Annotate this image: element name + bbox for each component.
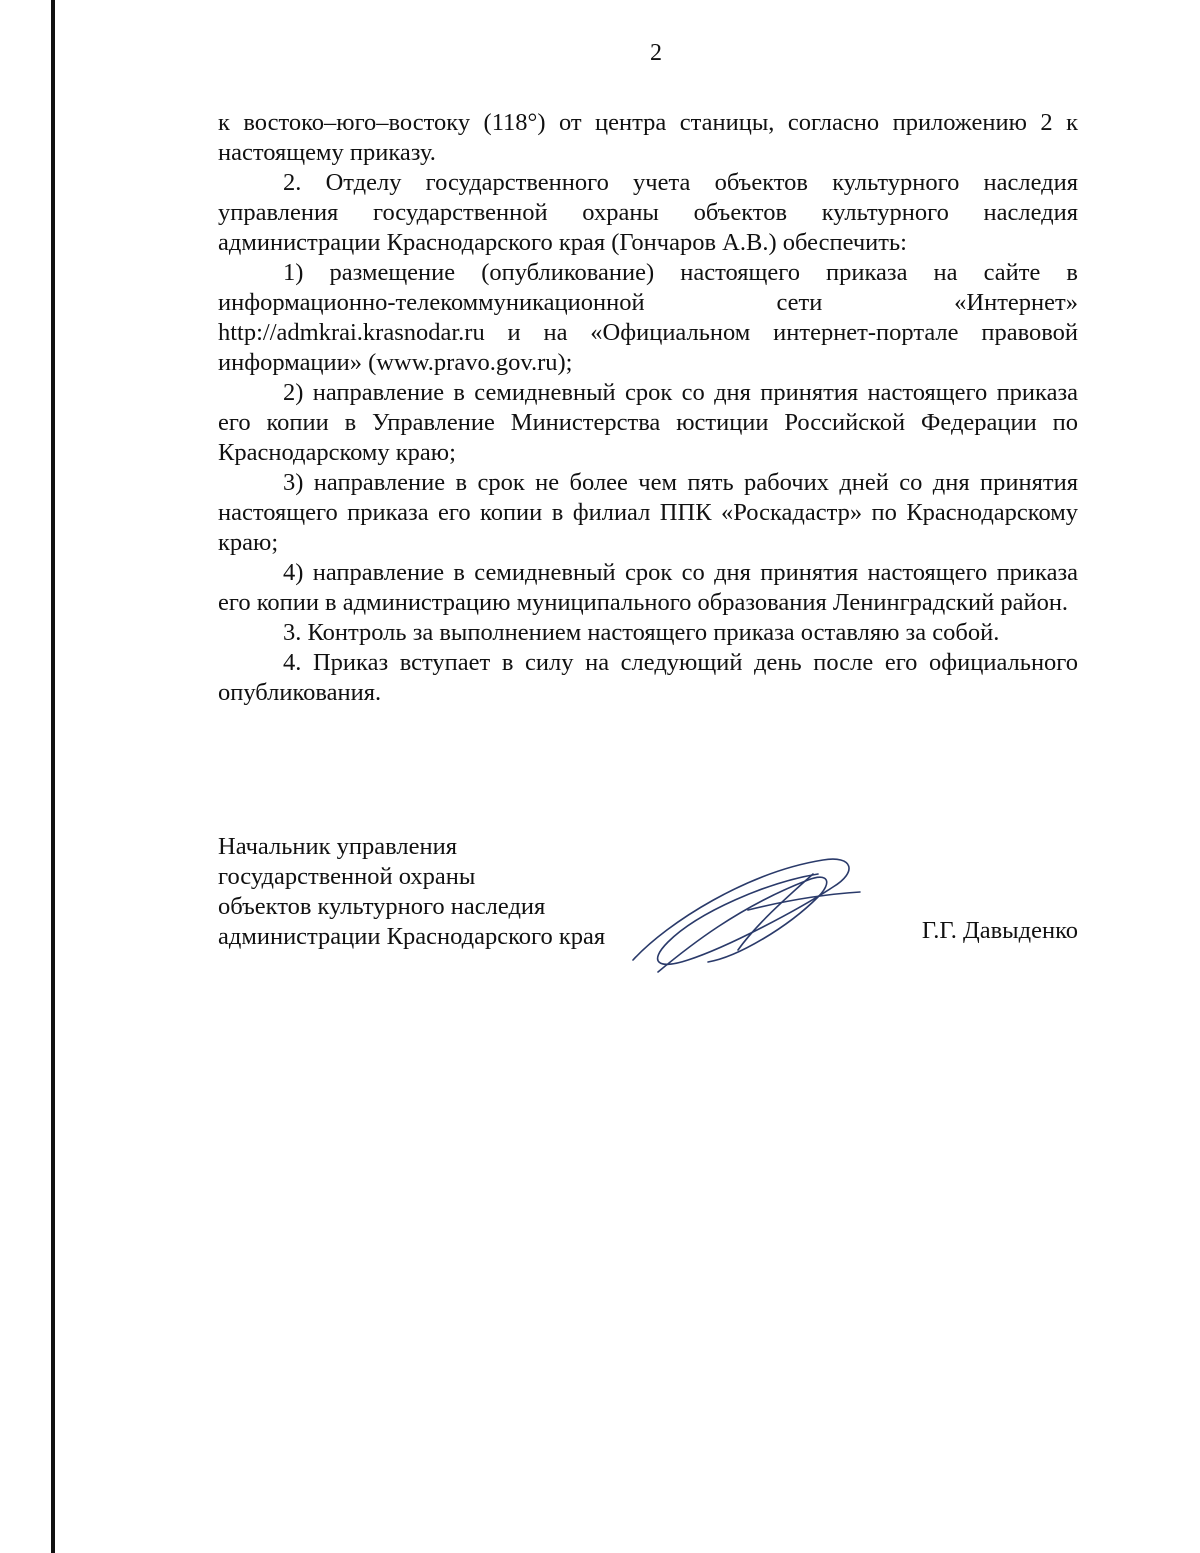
paragraph-item-2: 2. Отделу государственного учета объектов культурного наследия управления государственной охраны объектов культурного наследия администрации Краснодарского края (Гончаров А.В.) обеспечить: xyxy=(218,169,1078,256)
signatory-name: Г.Г. Давыденко xyxy=(921,917,1078,944)
signature-strokes xyxy=(633,859,860,972)
handwritten-signature xyxy=(628,852,868,977)
paragraph-subitem-1: 1) размещение (опубликование) настоящего приказа на сайте в информационно-телекоммуникационной сети «Интернет» http://admkrai.krasnodar.ru и на «Официальном интернет-портале правовой информации» (www.pravo.gov.ru); xyxy=(218,259,1078,376)
paragraph-subitem-4: 4) направление в семидневный срок со дня принятия настоящего приказа его копии в администрацию муниципального образования Ленинградский район. xyxy=(218,559,1078,616)
paragraph-item-4: 4. Приказ вступает в силу на следующий день после его официального опубликования. xyxy=(218,649,1078,706)
signatory-position-line: объектов культурного наследия xyxy=(218,893,546,920)
signatory-position-line: государственной охраны xyxy=(218,863,476,890)
paragraph-subitem-2: 2) направление в семидневный срок со дня принятия настоящего приказа его копии в Управление Министерства юстиции Российской Федерации по Краснодарскому краю; xyxy=(218,379,1078,466)
signatory-position-line: администрации Краснодарского края xyxy=(218,923,606,950)
signature-block xyxy=(218,832,1078,982)
page-number: 2 xyxy=(650,40,662,66)
signatory-position-line: Начальник управления xyxy=(218,833,457,860)
scan-edge-line xyxy=(51,0,55,1553)
paragraph-item-3: 3. Контроль за выполнением настоящего приказа оставляю за собой. xyxy=(283,619,1000,646)
paragraph-subitem-3: 3) направление в срок не более чем пять рабочих дней со дня принятия настоящего приказа его копии в филиал ППК «Роскадастр» по Краснодарскому краю; xyxy=(218,469,1078,556)
document-body xyxy=(218,108,1078,708)
paragraph-continuation: к востоко–юго–востоку (118°) от центра станицы, согласно приложению 2 к настоящему приказу. xyxy=(218,109,1078,166)
